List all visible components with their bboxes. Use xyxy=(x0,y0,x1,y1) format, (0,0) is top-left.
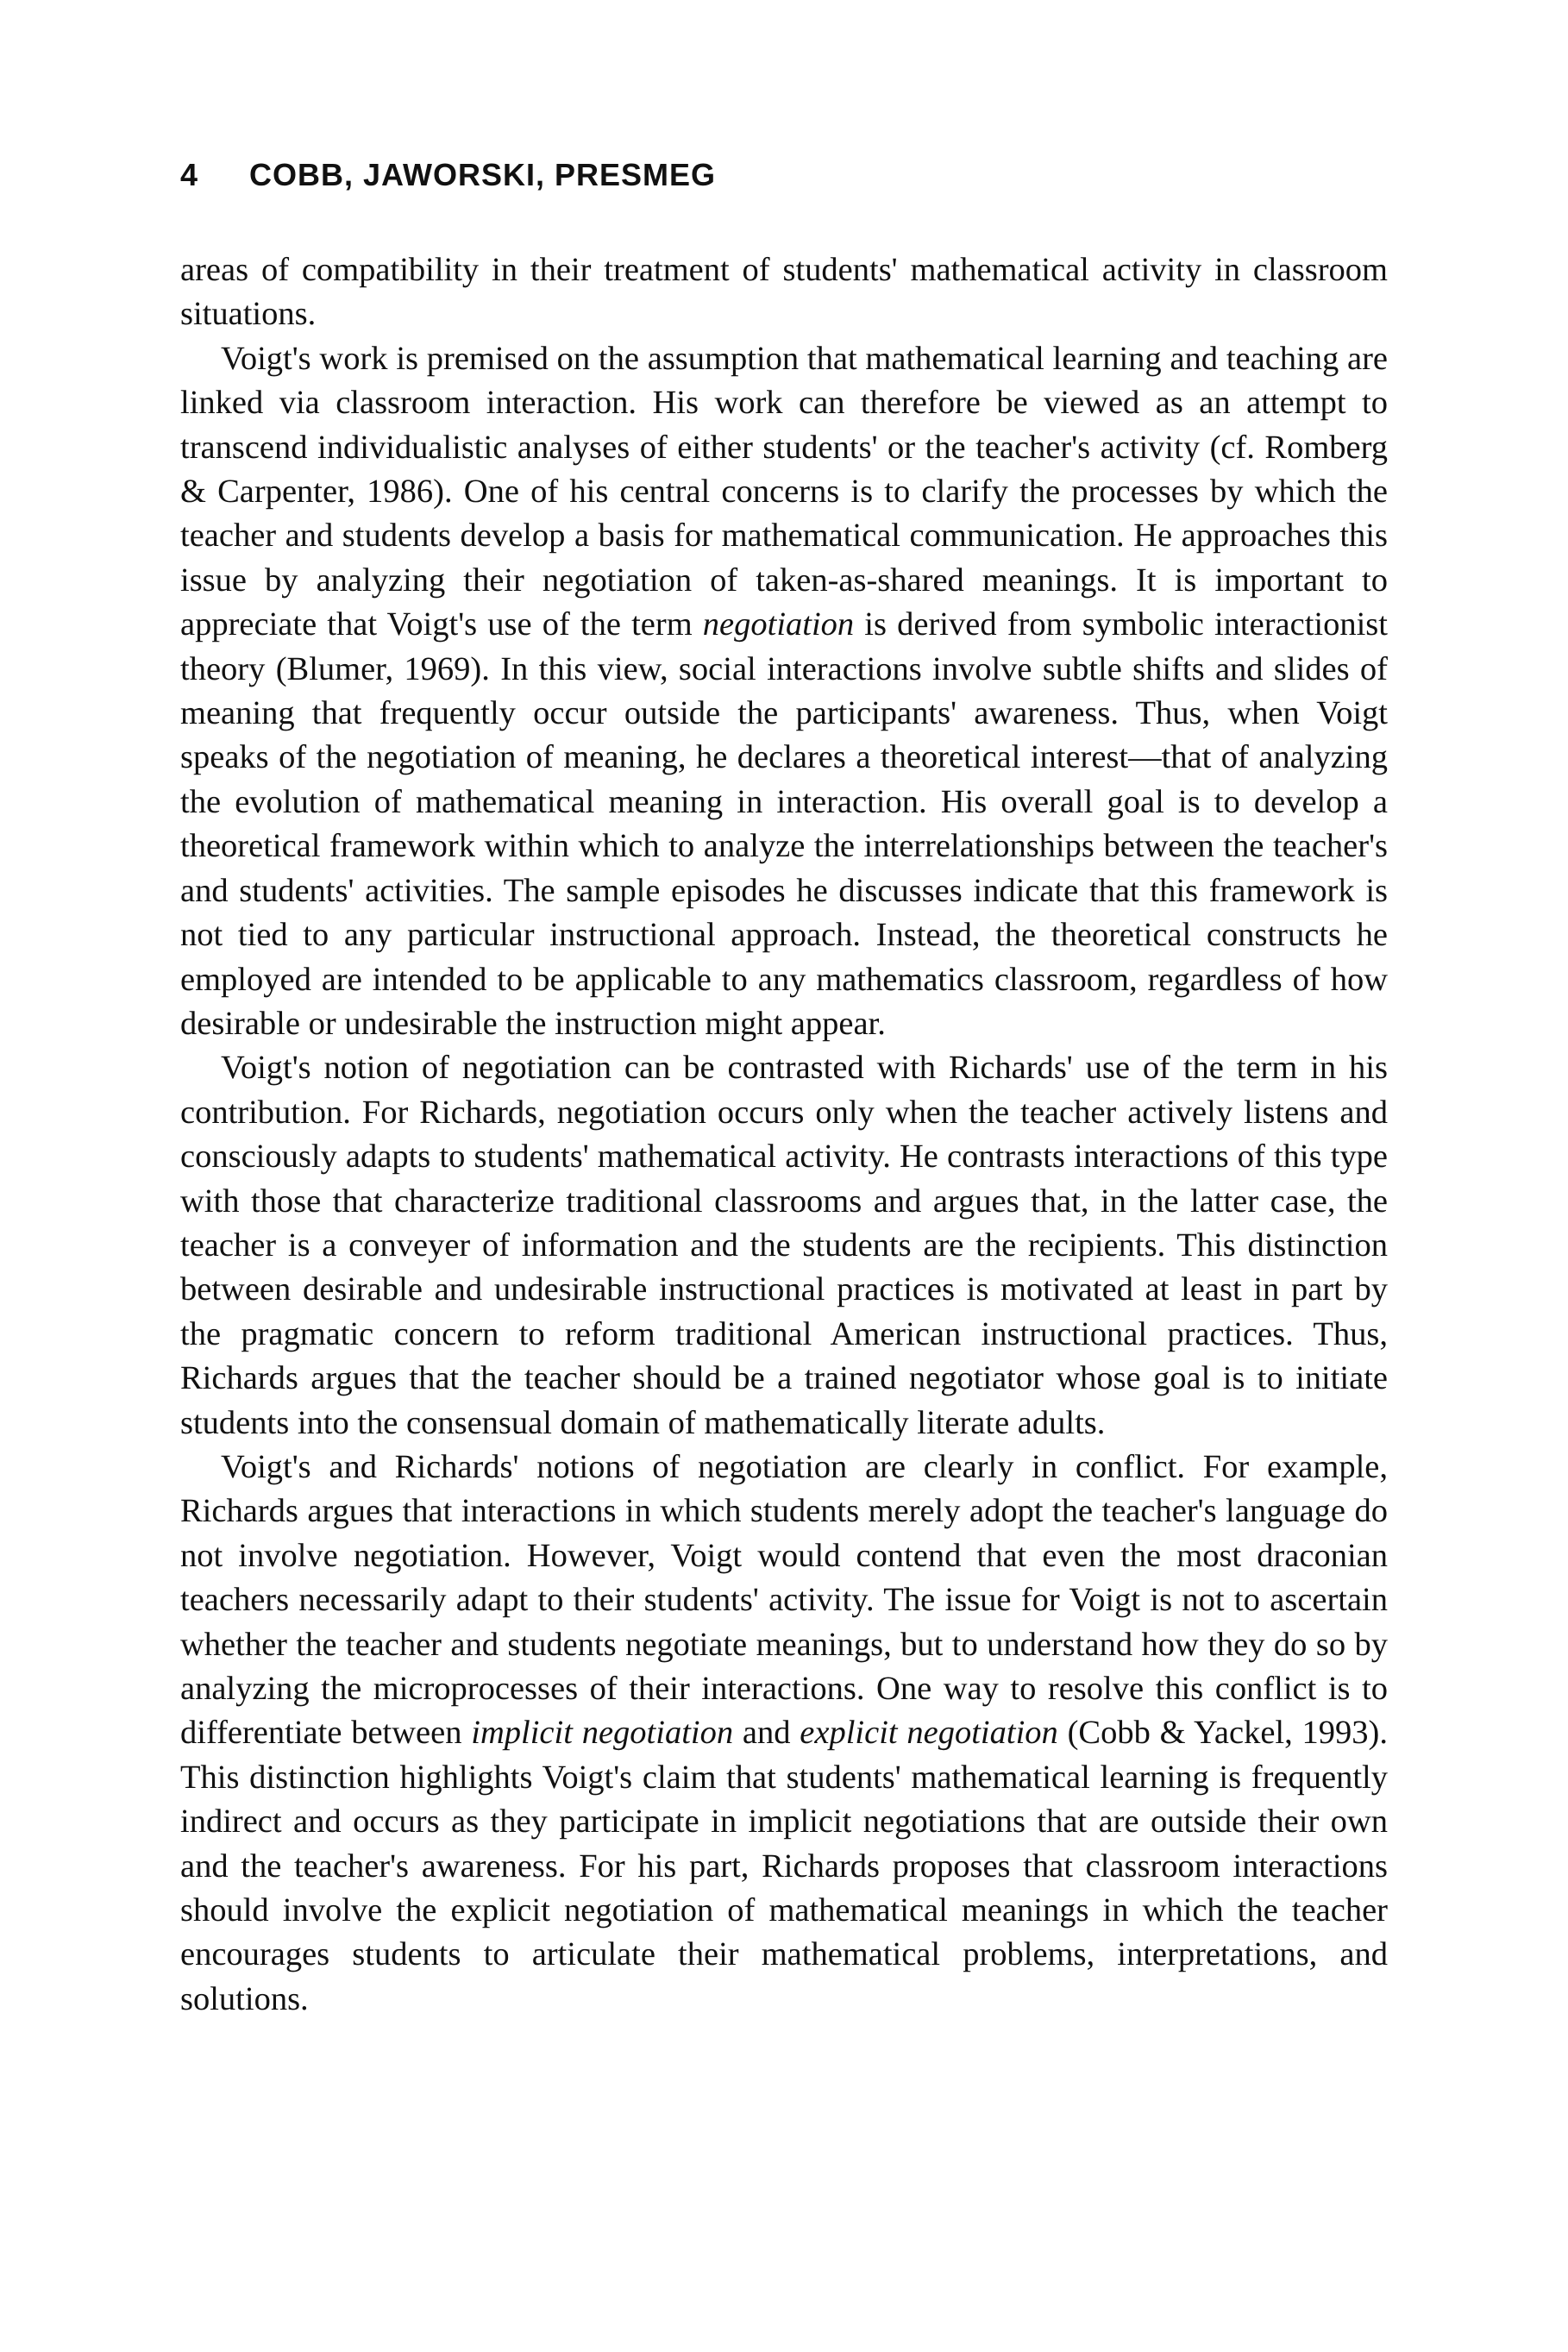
term-negotiation: negotiation xyxy=(702,606,855,643)
paragraph-richards-contrast xyxy=(180,1046,1388,1446)
paragraph-2-text-b: is derived from symbolic interactionist theory (Blumer, 1969). In this view, social interactions involve subtle shifts and slides of meaning that frequently occur outside the participants' awareness. Thus, when Voigt speaks of the negotiation of meaning, he declares a theoretical interest—that of analyzing the evolution of mathematical meaning in interaction. His overall goal is to develop a theoretical framework within which to analyze the interrelationships between the teacher's and students' activities. The sample episodes he discusses indicate that this framework is not tied to any particular instructional approach. Instead, the theoretical constructs he employed are intended to be applicable to any mathematics classroom, regardless of how desirable or undesirable the instruction might appear. xyxy=(180,606,1388,1042)
paragraph-continued xyxy=(180,248,1388,337)
term-implicit-negotiation: implicit negotiation xyxy=(471,1715,734,1752)
paragraph-4-text-c: (Cobb & Yackel, 1993). This distinction highlights Voigt's claim that students' mathematical learning is frequently indirect and occurs as they participate in implicit negotiations that are outside their own and the teacher's awareness. For his part, Richards proposes that classroom interactions should involve the explicit negotiation of mathematical meanings in which the teacher encourages students to articulate their mathematical problems, interpretations, and solutions. xyxy=(180,1715,1388,2017)
paragraph-voigt-work xyxy=(180,337,1388,1047)
paragraph-conflict xyxy=(180,1446,1388,2022)
term-explicit-negotiation: explicit negotiation xyxy=(800,1715,1058,1752)
paragraph-1-text: areas of compatibility in their treatment of students' mathematical activity in classroom situations. xyxy=(180,252,1388,333)
paragraph-3-text: Voigt's notion of negotiation can be contrasted with Richards' use of the term in his contribution. For Richards, negotiation occurs only when the teacher actively listens and consciously adapts to students' mathematical activity. He contrasts interactions of this type with those that characterize traditional classrooms and argues that, in the latter case, the teacher is a conveyer of information and the students are the recipients. This distinction between desirable and undesirable instructional practices is motivated at least in part by the pragmatic concern to reform traditional American instructional practices. Thus, Richards argues that the teacher should be a trained negotiator whose goal is to initiate students into the consensual domain of mathematically literate adults. xyxy=(180,1050,1388,1441)
paragraph-4-text-a: Voigt's and Richards' notions of negotiation are clearly in conflict. For example, Richards argues that interactions in which students merely adopt the teacher's language do not involve negotiation. However, Voigt would contend that even the most draconian teachers necessarily adapt to their students' activity. The issue for Voigt is not to ascertain whether the teacher and students negotiate meanings, but to understand how they do so by analyzing the microprocesses of their interactions. One way to resolve this conflict is to differentiate between xyxy=(180,1448,1388,1752)
body-text xyxy=(180,248,1388,2022)
paragraph-4-text-b: and xyxy=(733,1715,800,1752)
running-title: COBB, JAWORSKI, PRESMEG xyxy=(249,157,717,192)
page-number: 4 xyxy=(180,157,199,192)
running-head xyxy=(180,157,716,193)
paragraph-2-text-a: Voigt's work is premised on the assumption that mathematical learning and teaching are linked via classroom interaction. His work can therefore be viewed as an attempt to transcend individualistic analyses of either students' or the teacher's activity (cf. Romberg & Carpenter, 1986). One of his central concerns is to clarify the processes by which the teacher and students develop a basis for mathematical communication. He approaches this issue by analyzing their negotiation of taken-as-shared meanings. It is important to appreciate that Voigt's use of the term xyxy=(180,340,1388,643)
